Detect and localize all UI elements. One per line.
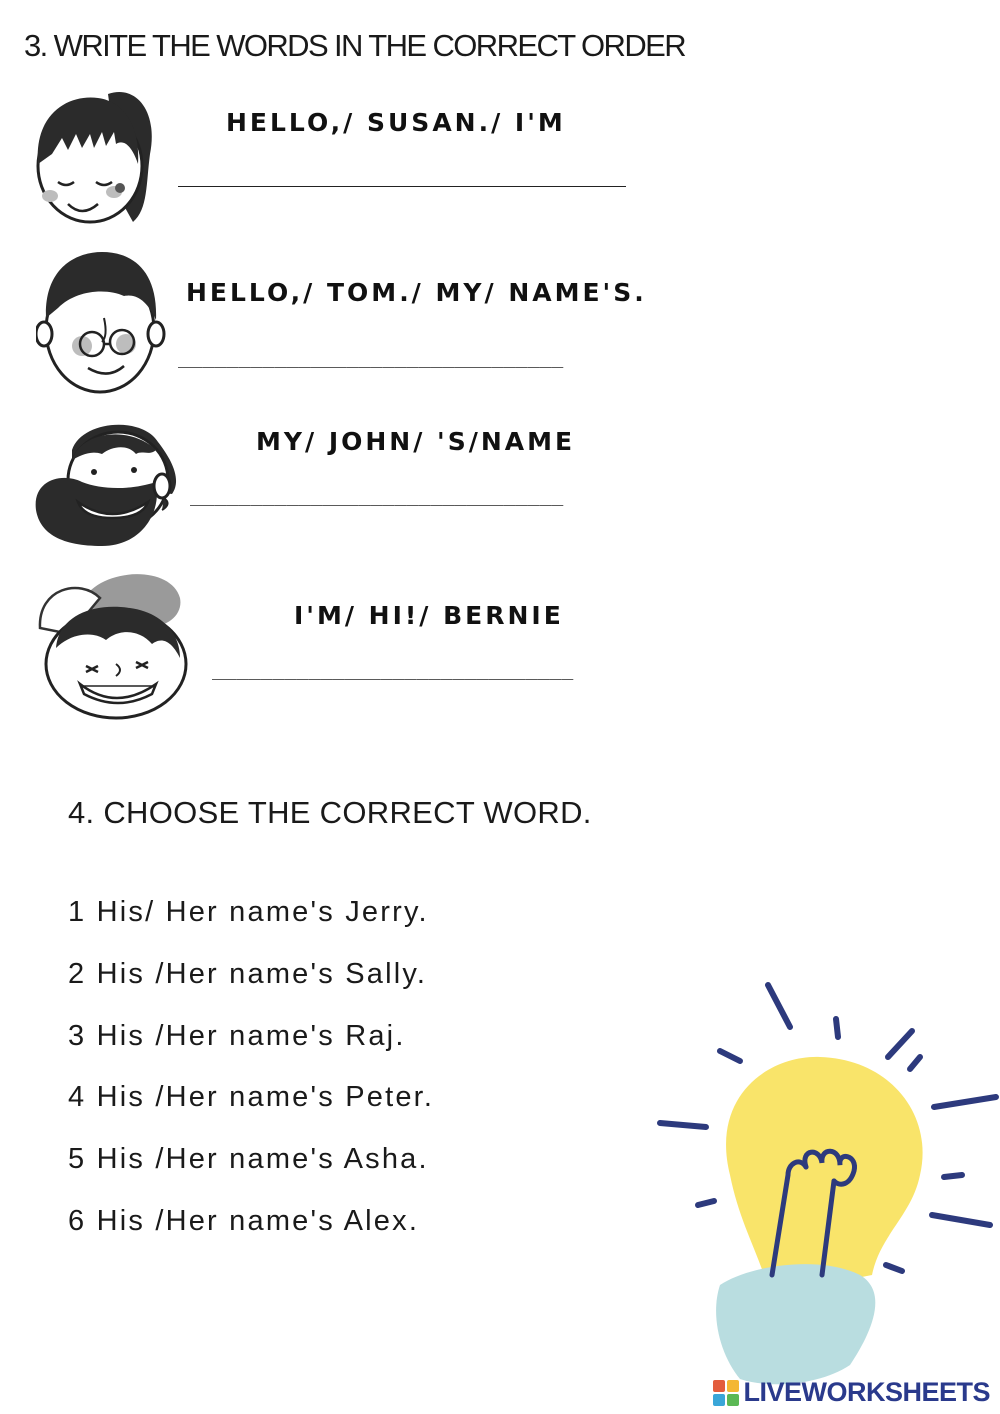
choice-item-5[interactable]: 5 His /Her name's Asha. [68,1143,429,1175]
answer-line-4[interactable]: ______________________________ [212,656,574,680]
section-4-heading: 4. CHOOSE THE CORRECT WORD. [68,795,592,830]
choice-item-2[interactable]: 2 His /Her name's Sally. [68,958,428,990]
girl-face-icon [28,84,158,226]
liveworksheets-logo[interactable] [713,1377,990,1408]
prompt-2: HELLO,/ TOM./ MY/ NAME'S. [186,278,647,307]
boy-cap-face-icon [30,568,190,720]
choice-item-1[interactable]: 1 His/ Her name's Jerry. [68,896,429,928]
liveworksheets-logo-icon [713,1380,739,1406]
answer-line-1[interactable] [178,186,626,187]
choice-item-3[interactable]: 3 His /Her name's Raj. [68,1020,406,1052]
prompt-3: MY/ JOHN/ 'S/NAME [256,427,576,456]
boy-glasses-face-icon [36,248,166,398]
logo-text: LIVEWORKSHEETS [743,1377,990,1407]
answer-line-3[interactable]: _______________________________ [190,482,564,506]
choice-item-6[interactable]: 6 His /Her name's Alex. [68,1205,420,1237]
choice-item-4[interactable]: 4 His /Her name's Peter. [68,1081,435,1113]
section-3-heading: 3. WRITE THE WORDS IN THE CORRECT ORDER [24,28,685,63]
bearded-man-face-icon [32,420,182,550]
lightbulb-icon [650,975,1000,1395]
answer-line-2[interactable]: ________________________________ [178,344,564,368]
prompt-4: I'M/ HI!/ BERNIE [294,601,564,630]
prompt-1: HELLO,/ SUSAN./ I'M [226,108,566,137]
